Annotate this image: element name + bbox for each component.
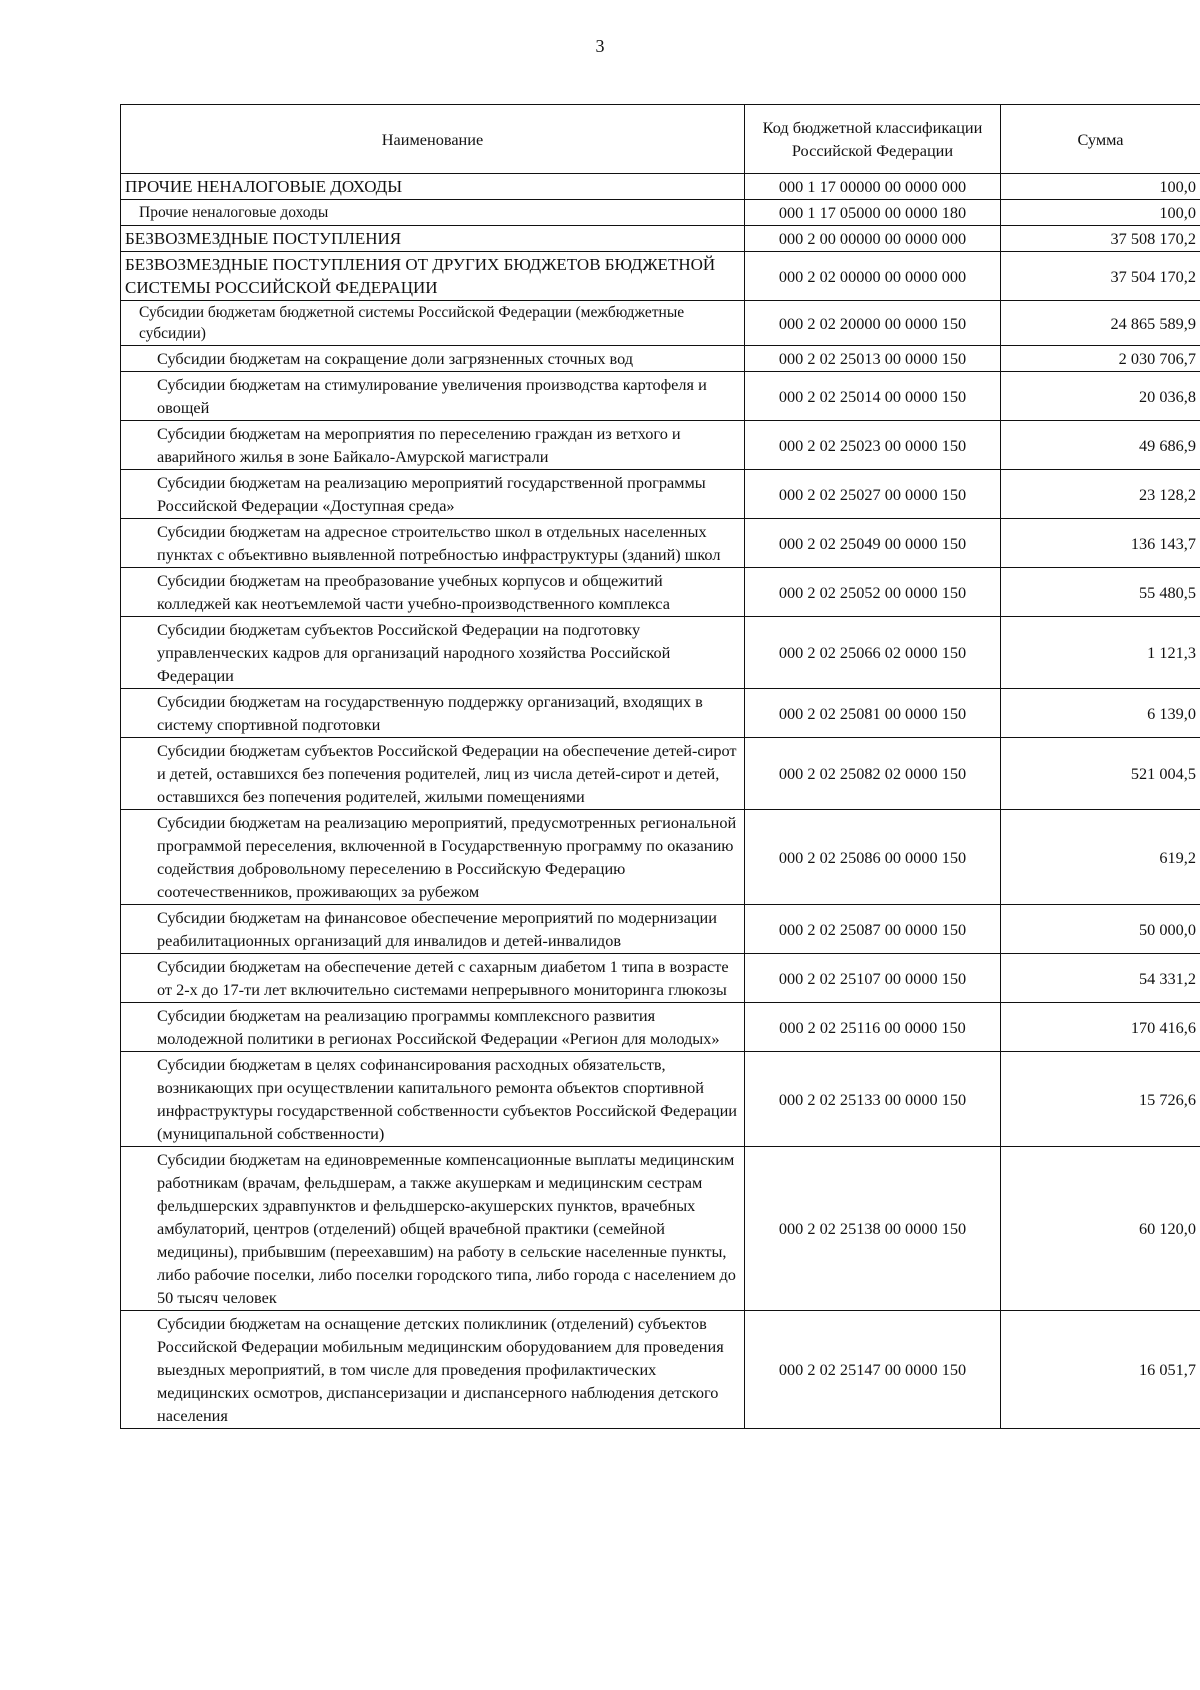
row-code-cell: 000 2 02 25086 00 0000 150 <box>745 810 1001 905</box>
row-sum-cell: 49 686,9 <box>1001 421 1200 470</box>
table-row <box>121 1052 1200 1147</box>
table-row <box>121 617 1200 689</box>
row-sum-cell: 619,2 <box>1001 810 1200 905</box>
row-code-cell: 000 2 02 00000 00 0000 000 <box>745 252 1001 301</box>
table-row <box>121 810 1200 905</box>
row-code-cell: 000 2 02 25116 00 0000 150 <box>745 1003 1001 1052</box>
table-row <box>121 470 1200 519</box>
row-sum-cell: 2 030 706,7 <box>1001 346 1200 372</box>
table-row <box>121 421 1200 470</box>
row-code-cell: 000 2 02 25087 00 0000 150 <box>745 905 1001 954</box>
row-sum-cell: 521 004,5 <box>1001 738 1200 810</box>
row-name-cell: ПРОЧИЕ НЕНАЛОГОВЫЕ ДОХОДЫ <box>121 174 745 200</box>
row-sum-cell: 37 504 170,2 <box>1001 252 1200 301</box>
table-row <box>121 1147 1200 1311</box>
row-sum-cell: 6 139,0 <box>1001 689 1200 738</box>
table-row <box>121 372 1200 421</box>
row-code-cell: 000 2 02 25138 00 0000 150 <box>745 1147 1001 1311</box>
row-code-cell: 000 1 17 05000 00 0000 180 <box>745 200 1001 226</box>
header-code: Код бюджетной классификации Российской Федерации <box>745 105 1001 174</box>
row-code-cell: 000 2 00 00000 00 0000 000 <box>745 226 1001 252</box>
header-name: Наименование <box>121 105 745 174</box>
row-code-cell: 000 2 02 25014 00 0000 150 <box>745 372 1001 421</box>
table-row <box>121 252 1200 301</box>
row-code-cell: 000 2 02 25133 00 0000 150 <box>745 1052 1001 1147</box>
budget-table <box>120 104 1200 1429</box>
row-name-cell: Субсидии бюджетам на оснащение детских поликлиник (отделений) субъектов Российской Федерации мобильным медицинским оборудованием для проведения выездных мероприятий, в том числе для проведения профилактических медицинских осмотров, диспансеризации и диспансерного наблюдения детского населения <box>121 1311 745 1429</box>
page-number: 3 <box>595 36 605 56</box>
row-code-cell: 000 2 02 25023 00 0000 150 <box>745 421 1001 470</box>
row-code-cell: 000 2 02 25107 00 0000 150 <box>745 954 1001 1003</box>
row-name-cell: Субсидии бюджетам на адресное строительство школ в отдельных населенных пунктах с объективно выявленной потребностью инфраструктуры (зданий) школ <box>121 519 745 568</box>
row-name-cell: Субсидии бюджетам на финансовое обеспечение мероприятий по модернизации реабилитационных организаций для инвалидов и детей-инвалидов <box>121 905 745 954</box>
row-name-cell: Субсидии бюджетам на сокращение доли загрязненных сточных вод <box>121 346 745 372</box>
row-sum-cell: 50 000,0 <box>1001 905 1200 954</box>
row-name-cell: Субсидии бюджетам субъектов Российской Федерации на подготовку управленческих кадров для организаций народного хозяйства Российской Федерации <box>121 617 745 689</box>
row-sum-cell: 100,0 <box>1001 200 1200 226</box>
row-sum-cell: 1 121,3 <box>1001 617 1200 689</box>
table-row <box>121 954 1200 1003</box>
table-row <box>121 568 1200 617</box>
row-name-cell: Субсидии бюджетам на государственную поддержку организаций, входящих в систему спортивной подготовки <box>121 689 745 738</box>
row-code-cell: 000 1 17 00000 00 0000 000 <box>745 174 1001 200</box>
row-name-cell: Субсидии бюджетам на реализацию мероприятий государственной программы Российской Федерации «Доступная среда» <box>121 470 745 519</box>
row-sum-cell: 100,0 <box>1001 174 1200 200</box>
row-name-cell: Субсидии бюджетам бюджетной системы Российской Федерации (межбюджетные субсидии) <box>121 301 745 346</box>
row-code-cell: 000 2 02 20000 00 0000 150 <box>745 301 1001 346</box>
row-name-cell: Субсидии бюджетам в целях софинансирования расходных обязательств, возникающих при осуществлении капитального ремонта объектов спортивной инфраструктуры государственной собственности субъектов Российской Федерации (муниципальной собственности) <box>121 1052 745 1147</box>
row-sum-cell: 54 331,2 <box>1001 954 1200 1003</box>
row-code-cell: 000 2 02 25052 00 0000 150 <box>745 568 1001 617</box>
table-row <box>121 738 1200 810</box>
row-code-cell: 000 2 02 25013 00 0000 150 <box>745 346 1001 372</box>
table-row <box>121 519 1200 568</box>
row-sum-cell: 20 036,8 <box>1001 372 1200 421</box>
row-name-cell: Субсидии бюджетам на преобразование учебных корпусов и общежитий колледжей как неотъемлемой части учебно-производственного комплекса <box>121 568 745 617</box>
header-sum: Сумма <box>1001 105 1200 174</box>
table-row <box>121 689 1200 738</box>
row-code-cell: 000 2 02 25066 02 0000 150 <box>745 617 1001 689</box>
row-sum-cell: 37 508 170,2 <box>1001 226 1200 252</box>
row-code-cell: 000 2 02 25147 00 0000 150 <box>745 1311 1001 1429</box>
row-sum-cell: 23 128,2 <box>1001 470 1200 519</box>
table-row <box>121 1311 1200 1429</box>
table-row <box>121 905 1200 954</box>
table-header-row <box>121 105 1200 174</box>
row-name-cell: Субсидии бюджетам на мероприятия по переселению граждан из ветхого и аварийного жилья в зоне Байкало-Амурской магистрали <box>121 421 745 470</box>
row-name-cell: Субсидии бюджетам на реализацию мероприятий, предусмотренных региональной программой переселения, включенной в Государственную программу по оказанию содействия добровольному переселению в Российскую Федерацию соотечественников, проживающих за рубежом <box>121 810 745 905</box>
row-name-cell: Прочие неналоговые доходы <box>121 200 745 226</box>
row-sum-cell: 24 865 589,9 <box>1001 301 1200 346</box>
row-name-cell: Субсидии бюджетам на реализацию программы комплексного развития молодежной политики в регионах Российской Федерации «Регион для молодых» <box>121 1003 745 1052</box>
row-code-cell: 000 2 02 25081 00 0000 150 <box>745 689 1001 738</box>
row-sum-cell: 16 051,7 <box>1001 1311 1200 1429</box>
table-row <box>121 301 1200 346</box>
row-sum-cell: 170 416,6 <box>1001 1003 1200 1052</box>
row-sum-cell: 55 480,5 <box>1001 568 1200 617</box>
row-code-cell: 000 2 02 25049 00 0000 150 <box>745 519 1001 568</box>
table-row <box>121 226 1200 252</box>
row-sum-cell: 136 143,7 <box>1001 519 1200 568</box>
row-sum-cell: 15 726,6 <box>1001 1052 1200 1147</box>
row-name-cell: БЕЗВОЗМЕЗДНЫЕ ПОСТУПЛЕНИЯ <box>121 226 745 252</box>
row-code-cell: 000 2 02 25082 02 0000 150 <box>745 738 1001 810</box>
row-name-cell: Субсидии бюджетам субъектов Российской Федерации на обеспечение детей-сирот и детей, оставшихся без попечения родителей, лиц из числа детей-сирот и детей, оставшихся без попечения родителей, жилыми помещениями <box>121 738 745 810</box>
table-row <box>121 1003 1200 1052</box>
row-sum-cell: 60 120,0 <box>1001 1147 1200 1311</box>
row-name-cell: Субсидии бюджетам на единовременные компенсационные выплаты медицинским работникам (врачам, фельдшерам, а также акушеркам и медицинским сестрам фельдшерских здравпунктов и фельдшерско-акушерских пунктов, врачебных амбулаторий, центров (отделений) общей врачебной практики (семейной медицины), прибывшим (переехавшим) на работу в сельские населенные пункты, либо рабочие поселки, либо поселки городского типа, либо города с населением до 50 тысяч человек <box>121 1147 745 1311</box>
table-row <box>121 346 1200 372</box>
table-row <box>121 174 1200 200</box>
row-name-cell: БЕЗВОЗМЕЗДНЫЕ ПОСТУПЛЕНИЯ ОТ ДРУГИХ БЮДЖЕТОВ БЮДЖЕТНОЙ СИСТЕМЫ РОССИЙСКОЙ ФЕДЕРАЦИИ <box>121 252 745 301</box>
table-body <box>121 174 1200 1429</box>
row-code-cell: 000 2 02 25027 00 0000 150 <box>745 470 1001 519</box>
row-name-cell: Субсидии бюджетам на обеспечение детей с сахарным диабетом 1 типа в возрасте от 2-х до 17-ти лет включительно системами непрерывного мониторинга глюкозы <box>121 954 745 1003</box>
row-name-cell: Субсидии бюджетам на стимулирование увеличения производства картофеля и овощей <box>121 372 745 421</box>
table-row <box>121 200 1200 226</box>
